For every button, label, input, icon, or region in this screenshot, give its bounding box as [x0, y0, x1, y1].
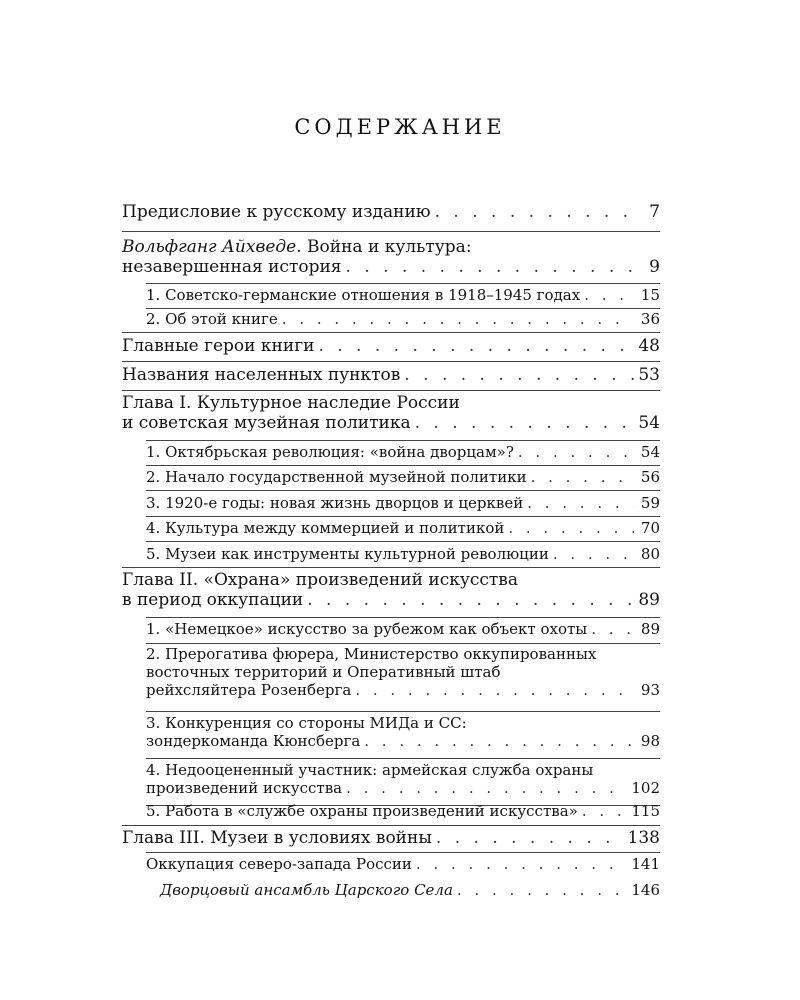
divider [122, 825, 660, 826]
dot-leader [282, 310, 634, 328]
page-number: 80 [640, 545, 660, 563]
divider [122, 390, 660, 391]
divider [146, 852, 660, 853]
dot-leader [584, 286, 634, 304]
toc-entry-chapter-2[interactable] [122, 570, 660, 610]
dot-leader [307, 590, 634, 610]
toc-subentry[interactable] [146, 645, 660, 699]
toc-subentry[interactable] [146, 761, 660, 797]
divider [122, 332, 660, 333]
entry-title: 1. Октябрьская революция: «война дворцам»? [146, 443, 514, 461]
divider [146, 465, 660, 466]
page-number: 141 [631, 855, 660, 873]
entry-title-cont: зондеркоманда Кюнсберга [146, 732, 361, 750]
toc-subsubentry[interactable] [160, 881, 660, 899]
entry-title-cont: рейхсляйтера Розенберга [146, 681, 352, 699]
dot-leader [531, 468, 634, 486]
page-number: 102 [631, 779, 660, 797]
page-number: 93 [640, 681, 660, 699]
toc-entry-preface[interactable] [122, 202, 660, 222]
entry-title: Главные герои книги [122, 336, 315, 356]
toc-subentry[interactable] [146, 310, 660, 328]
divider [122, 567, 660, 568]
toc-subentry[interactable] [146, 714, 660, 750]
toc-entry-eichwede[interactable] [122, 237, 660, 277]
divider [146, 617, 660, 618]
entry-title-cont: и советская музейная политика [122, 413, 411, 433]
dot-leader [346, 779, 627, 797]
divider [146, 308, 660, 309]
dot-leader [346, 257, 634, 277]
divider [122, 231, 660, 232]
dot-leader [435, 202, 634, 222]
divider [146, 758, 660, 759]
entry-title: Предисловие к русскому изданию [122, 202, 431, 222]
entry-title: 2. Прерогатива фюрера, Министерство оккупированных [146, 645, 597, 663]
divider [146, 711, 660, 712]
divider [146, 541, 660, 542]
page-number: 9 [649, 257, 660, 277]
entry-title: Глава II. «Охрана» произведений искусства [122, 570, 518, 590]
dot-leader [457, 881, 627, 899]
toc-entry-heroes[interactable] [122, 336, 660, 356]
page-title: СОДЕРЖАНИЕ [294, 115, 506, 139]
dot-leader [591, 620, 634, 638]
toc-entry-chapter-1[interactable] [122, 393, 660, 433]
page-number: 15 [640, 286, 660, 304]
entry-title: 5. Музеи как инструменты культурной революции [146, 545, 549, 563]
page-number: 54 [640, 443, 660, 461]
page-number: 115 [631, 802, 660, 820]
entry-title: Война и культура: [307, 237, 472, 257]
dot-leader [436, 828, 624, 848]
entry-title: 4. Недооцененный участник: армейская служба охраны [146, 761, 594, 779]
toc-subentry[interactable] [146, 286, 660, 304]
dot-leader [415, 413, 634, 433]
page-number: 7 [649, 202, 660, 222]
divider [122, 361, 660, 362]
dot-leader [582, 802, 628, 820]
page-number: 59 [640, 494, 660, 512]
entry-title-cont: в период оккупации [122, 590, 304, 610]
page-number: 70 [640, 519, 660, 537]
entry-title: 5. Работа в «службе охраны произведений искусства» [146, 802, 578, 820]
entry-title-cont: восточных территорий и Оперативный штаб [146, 663, 501, 681]
entry-title: 1. Советско-германские отношения в 1918–1945 годах [146, 286, 581, 304]
toc-subentry[interactable] [146, 443, 660, 461]
page-number: 89 [638, 590, 660, 610]
entry-title: Оккупация северо-запада России [146, 855, 412, 873]
entry-title: 2. Начало государственной музейной политики [146, 468, 527, 486]
divider [146, 516, 660, 517]
entry-title: Глава III. Музеи в условиях войны [122, 828, 432, 848]
entry-title: 1. «Немецкое» искусство за рубежом как объект охоты [146, 620, 588, 638]
page-number: 56 [640, 468, 660, 486]
dot-leader [553, 545, 634, 563]
toc-subentry[interactable] [146, 855, 660, 873]
entry-title-cont: произведений искусства [146, 779, 343, 797]
dot-leader [527, 494, 634, 512]
page-number: 98 [640, 732, 660, 750]
divider [146, 283, 660, 284]
dot-leader [318, 336, 634, 356]
dot-leader [518, 443, 634, 461]
toc-subentry[interactable] [146, 519, 660, 537]
divider [146, 490, 660, 491]
entry-title: 2. Об этой книге [146, 310, 278, 328]
divider [146, 643, 660, 644]
divider [146, 440, 660, 441]
entry-title: Глава I. Культурное наследие России [122, 393, 460, 413]
entry-title: Названия населенных пунктов [122, 365, 401, 385]
toc-entry-chapter-3[interactable] [122, 828, 660, 848]
dot-leader [508, 519, 634, 537]
page-number: 53 [638, 365, 660, 385]
entry-author: Вольфганг Айхведе. [122, 237, 302, 257]
toc-subentry[interactable] [146, 494, 660, 512]
toc-subentry[interactable] [146, 802, 660, 820]
entry-title: Дворцовый ансамбль Царского Села [160, 881, 453, 899]
entry-title: 3. 1920-е годы: новая жизнь дворцов и церквей [146, 494, 524, 512]
toc-entry-places[interactable] [122, 365, 660, 385]
dot-leader [355, 681, 634, 699]
toc-subentry[interactable] [146, 468, 660, 486]
page-number: 48 [638, 336, 660, 356]
page-number: 36 [640, 310, 660, 328]
page-number: 146 [631, 881, 660, 899]
page-number: 89 [640, 620, 660, 638]
entry-title: 3. Конкуренция со стороны МИДа и СС: [146, 714, 467, 732]
page-number: 138 [627, 828, 660, 848]
entry-title: 4. Культура между коммерцией и политикой [146, 519, 505, 537]
dot-leader [416, 855, 627, 873]
page-number: 54 [638, 413, 660, 433]
dot-leader [364, 732, 634, 750]
toc-subentry[interactable] [146, 620, 660, 638]
entry-title-cont: незавершенная история [122, 257, 342, 277]
dot-leader [404, 365, 634, 385]
toc-subentry[interactable] [146, 545, 660, 563]
